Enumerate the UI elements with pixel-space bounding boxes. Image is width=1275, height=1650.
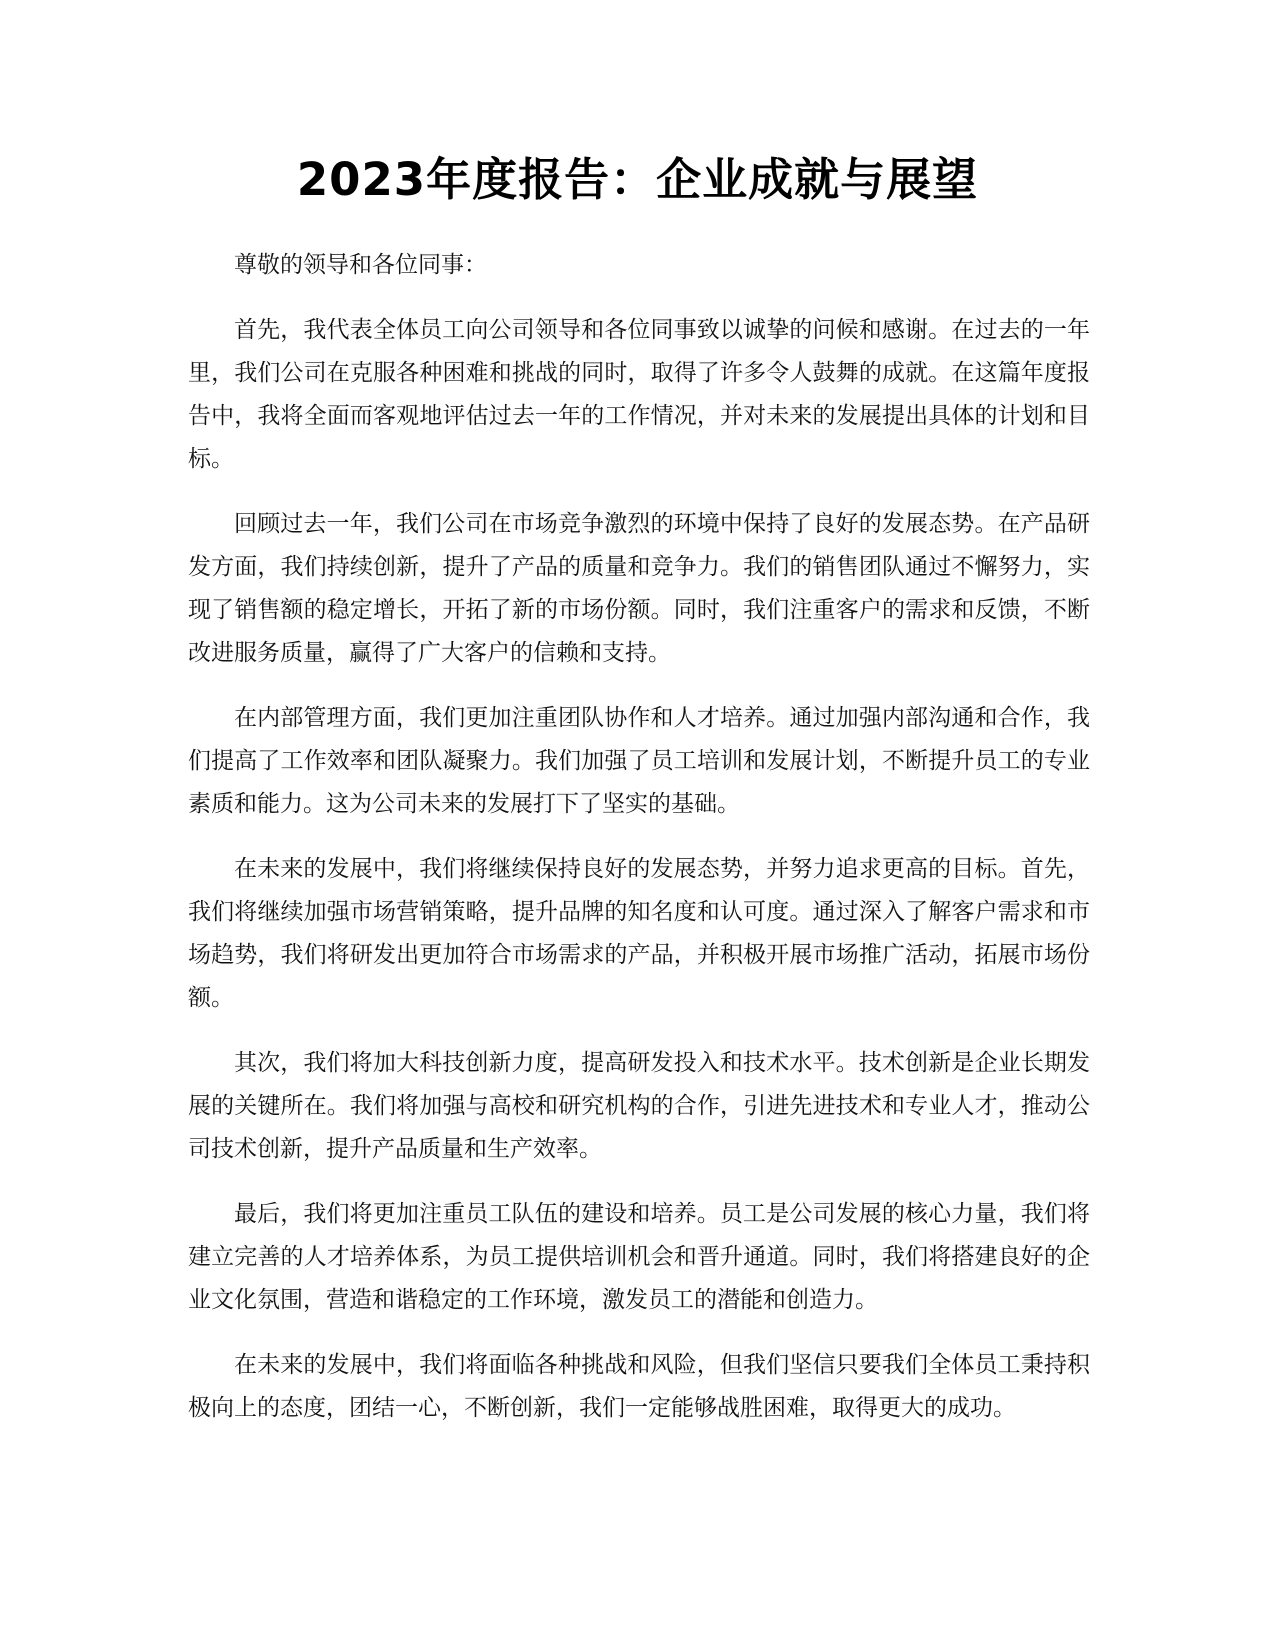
- document-body: [188, 244, 1090, 1452]
- salutation: 尊敬的领导和各位同事：: [234, 252, 487, 278]
- document-title: 2023年度报告：企业成就与展望: [296, 153, 979, 206]
- paragraph-internal-management: 在内部管理方面，我们更加注重团队协作和人才培养。通过加强内部沟通和合作，我们提高了工作效率和团队凝聚力。我们加强了员工培训和发展计划，不断提升员工的专业素质和能力。这为公司未来的发展打下了坚实的基础。: [188, 705, 1090, 817]
- paragraph-staff-development: 最后，我们将更加注重员工队伍的建设和培养。员工是公司发展的核心力量，我们将建立完善的人才培养体系，为员工提供培训机会和晋升通道。同时，我们将搭建良好的企业文化氛围，营造和谐稳定的工作环境，激发员工的潜能和创造力。: [188, 1201, 1090, 1313]
- paragraph-tech-innovation: 其次，我们将加大科技创新力度，提高研发投入和技术水平。技术创新是企业长期发展的关键所在。我们将加强与高校和研究机构的合作，引进先进技术和专业人才，推动公司技术创新，提升产品质量和生产效率。: [188, 1050, 1090, 1162]
- paragraph-review: 回顾过去一年，我们公司在市场竞争激烈的环境中保持了良好的发展态势。在产品研发方面，我们持续创新，提升了产品的质量和竞争力。我们的销售团队通过不懈努力，实现了销售额的稳定增长，开拓了新的市场份额。同时，我们注重客户的需求和反馈，不断改进服务质量，赢得了广大客户的信赖和支持。: [188, 511, 1090, 666]
- paragraph-closing: 在未来的发展中，我们将面临各种挑战和风险，但我们坚信只要我们全体员工秉持积极向上的态度，团结一心，不断创新，我们一定能够战胜困难，取得更大的成功。: [188, 1352, 1090, 1421]
- paragraph-opening: 首先，我代表全体员工向公司领导和各位同事致以诚挚的问候和感谢。在过去的一年里，我们公司在克服各种困难和挑战的同时，取得了许多令人鼓舞的成就。在这篇年度报告中，我将全面而客观地评估过去一年的工作情况，并对未来的发展提出具体的计划和目标。: [188, 317, 1090, 472]
- paragraph-future-marketing: 在未来的发展中，我们将继续保持良好的发展态势，并努力追求更高的目标。首先，我们将继续加强市场营销策略，提升品牌的知名度和认可度。通过深入了解客户需求和市场趋势，我们将研发出更加符合市场需求的产品，并积极开展市场推广活动，拓展市场份额。: [188, 856, 1090, 1011]
